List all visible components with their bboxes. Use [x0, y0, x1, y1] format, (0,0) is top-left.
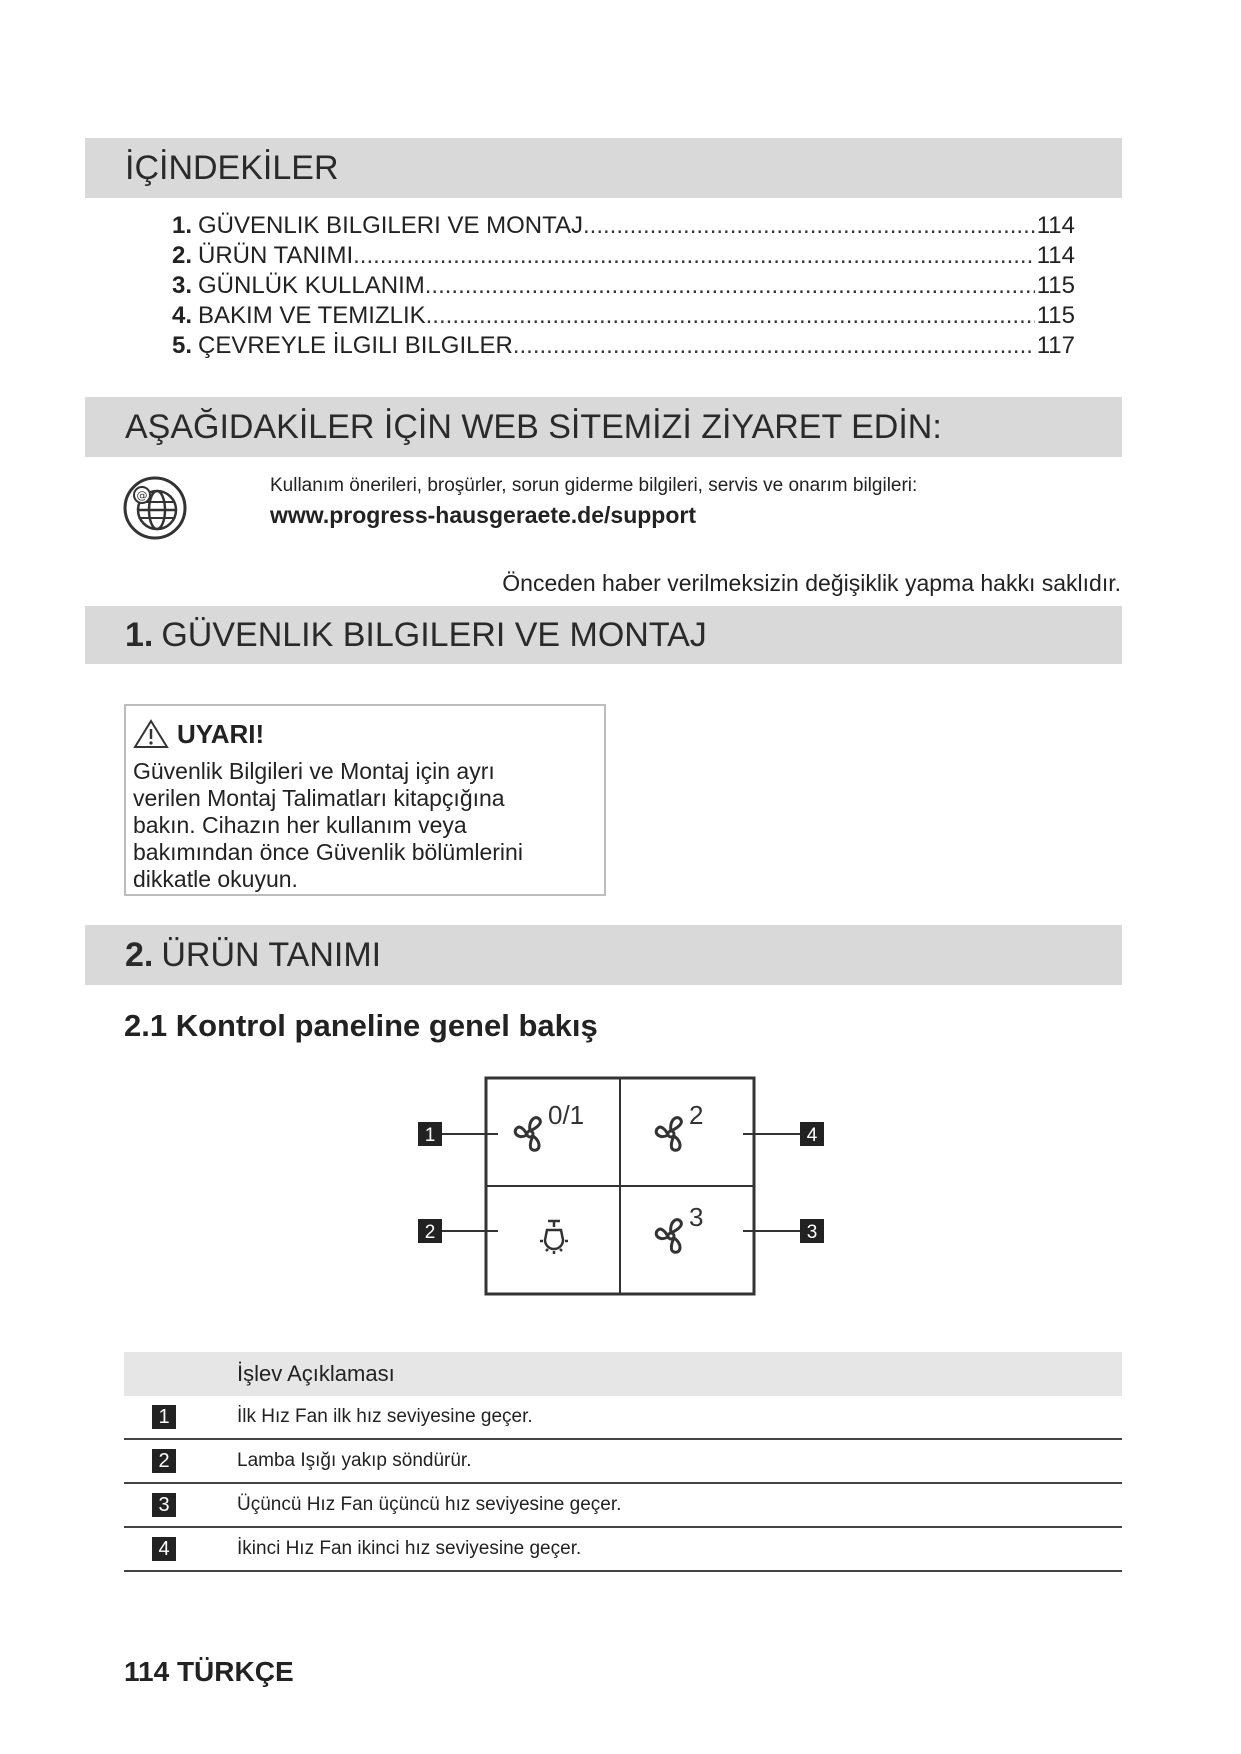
callout-4	[800, 1122, 824, 1146]
table-row	[124, 1396, 1122, 1440]
warning-heading	[133, 714, 597, 754]
toc-leader	[513, 332, 1035, 360]
table-row	[124, 1440, 1122, 1484]
function-table-header	[124, 1352, 1122, 1396]
table-row	[124, 1528, 1122, 1572]
toc-item-label: ÇEVREYLE İLGILI BILGILER	[198, 332, 513, 359]
row-description: İlk Hız Fan ilk hız seviyesine geçer.	[237, 1406, 533, 1427]
row-description: İkinci Hız Fan ikinci hız seviyesine geçer.	[237, 1538, 582, 1559]
globe-web-icon	[122, 475, 188, 541]
toc-leader	[426, 302, 1035, 330]
section2-title: ÜRÜN TANIMI	[161, 935, 382, 974]
callout-3-label: 3	[806, 1222, 818, 1243]
svg-text:@: @	[136, 489, 148, 502]
toc-item[interactable]	[172, 332, 1075, 362]
web-title: AŞAĞIDAKİLER İÇİN WEB SİTEMİZİ ZİYARET EDİN:	[125, 407, 942, 446]
toc-item[interactable]	[172, 212, 1075, 242]
fan-speed-1-label: 0/1	[548, 1100, 585, 1130]
toc-item-page: 117	[1036, 332, 1075, 359]
row-number-badge: 1	[152, 1405, 176, 1429]
table-row	[124, 1484, 1122, 1528]
page-footer: 114 TÜRKÇE	[124, 1656, 294, 1687]
section1-number: 1.	[125, 615, 154, 654]
toc-item[interactable]	[172, 242, 1075, 272]
toc-item-number: 5.	[172, 332, 193, 359]
function-table-header-label: İşlev Açıklaması	[237, 1361, 395, 1386]
warning-box	[124, 704, 606, 896]
callout-3	[800, 1219, 824, 1243]
fan-speed-2-label: 2	[689, 1100, 704, 1130]
toc-header	[85, 138, 1122, 198]
row-number-badge: 3	[152, 1493, 176, 1517]
section1-header	[85, 606, 1122, 664]
toc-item-number: 1.	[172, 212, 193, 239]
callout-1-label: 1	[424, 1125, 436, 1146]
toc-leader	[425, 272, 1035, 300]
section1-title: GÜVENLIK BILGILERI VE MONTAJ	[161, 615, 707, 654]
toc-item-page: 114	[1036, 242, 1075, 269]
toc-item-label: GÜVENLIK BILGILERI VE MONTAJ	[198, 212, 583, 239]
web-header	[85, 397, 1122, 457]
toc-item-page: 114	[1036, 212, 1075, 239]
function-table	[124, 1352, 1122, 1572]
toc-title: İÇİNDEKİLER	[125, 148, 339, 187]
toc-leader	[353, 242, 1035, 270]
callout-2-label: 2	[424, 1222, 436, 1243]
toc-leader	[583, 212, 1035, 240]
warning-text: Güvenlik Bilgileri ve Montaj için ayrı verilen Montaj Talimatları kitapçığına bakın. Cihazın her kullanım veya bakımından önce Güvenlik bölümlerini dikkatle okuyun.	[133, 758, 523, 892]
toc-item-number: 4.	[172, 302, 193, 329]
section2-subtitle: 2.1 Kontrol paneline genel bakış	[124, 1008, 598, 1043]
callout-1	[418, 1122, 442, 1146]
warning-triangle-icon	[133, 719, 169, 749]
toc-list	[172, 212, 1075, 362]
support-url-link[interactable]: www.progress-hausgeraete.de/support	[270, 502, 697, 528]
disclaimer-text: Önceden haber verilmeksizin değişiklik yapma hakkı saklıdır.	[502, 570, 1121, 596]
toc-item[interactable]	[172, 302, 1075, 332]
toc-item-label: BAKIM VE TEMIZLIK	[198, 302, 426, 329]
control-panel-diagram	[408, 1076, 838, 1300]
callout-2	[418, 1219, 442, 1243]
section2-number: 2.	[125, 935, 154, 974]
callout-4-label: 4	[806, 1125, 818, 1146]
toc-item[interactable]	[172, 272, 1075, 302]
row-number-badge: 2	[152, 1449, 176, 1473]
row-description: Lamba Işığı yakıp söndürür.	[237, 1450, 472, 1471]
row-description: Üçüncü Hız Fan üçüncü hız seviyesine geçer.	[237, 1494, 622, 1515]
web-description: Kullanım önerileri, broşürler, sorun giderme bilgileri, servis ve onarım bilgileri:	[270, 475, 918, 496]
toc-item-number: 3.	[172, 272, 193, 299]
toc-item-page: 115	[1036, 302, 1075, 329]
toc-item-page: 115	[1036, 272, 1075, 299]
warning-title: UYARI!	[177, 718, 265, 749]
toc-item-label: ÜRÜN TANIMI	[198, 242, 354, 269]
toc-item-label: GÜNLÜK KULLANIM	[198, 272, 425, 299]
section2-header	[85, 925, 1122, 985]
row-number-badge: 4	[152, 1537, 176, 1561]
toc-item-number: 2.	[172, 242, 193, 269]
fan-speed-3-label: 3	[689, 1202, 704, 1232]
